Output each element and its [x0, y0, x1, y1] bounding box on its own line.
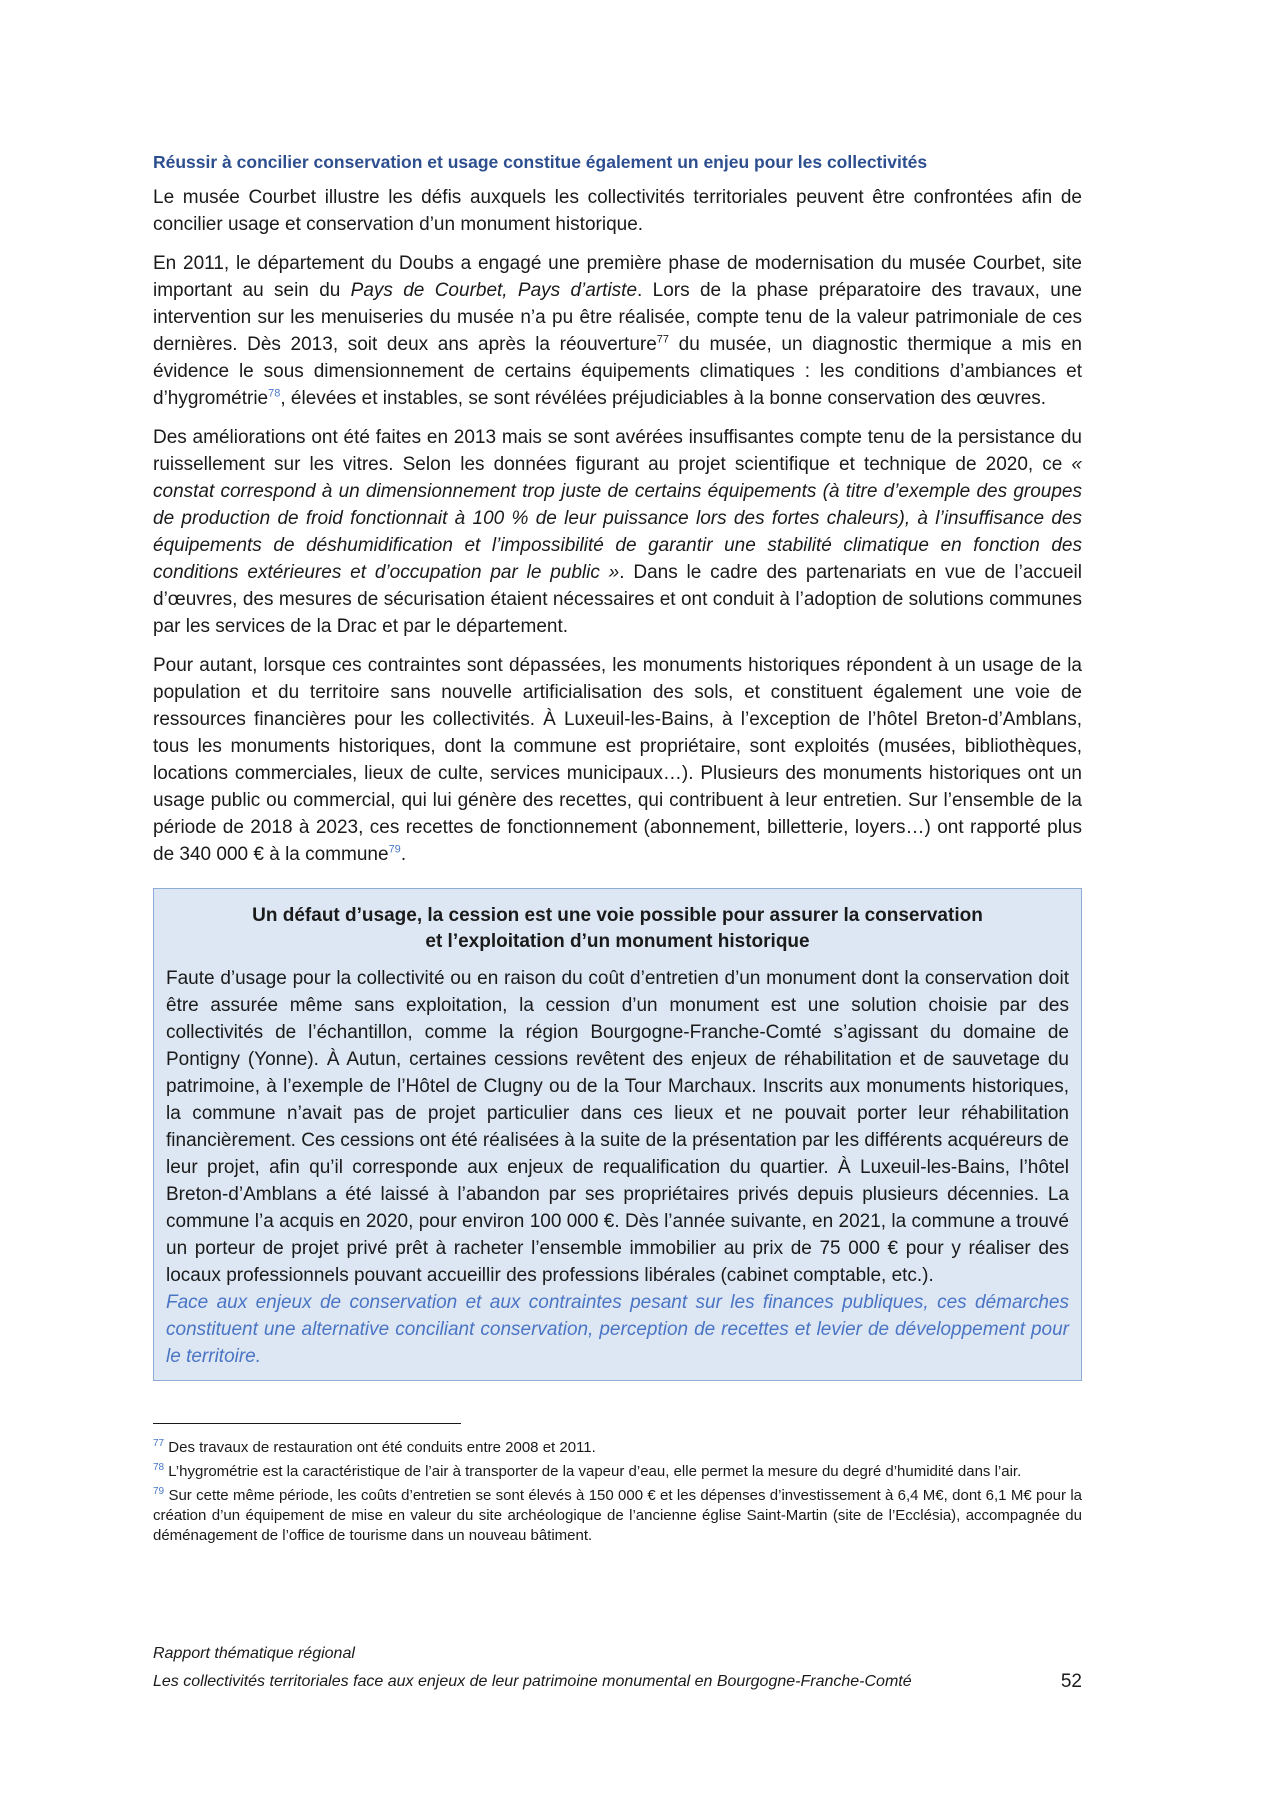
footnote-text: Sur cette même période, les coûts d’entretien se sont élevés à 150 000 € et les dépenses d’investissement à 6,4 M€, dont 6,1 M€ pour la création d’un équipement de mise en valeur du site archéologique de l’ancienne église Saint-Martin (site de l’Ecclésia), accompagnée du déménagement de l’office de tourisme dans un nouveau bâtiment.: [153, 1487, 1082, 1544]
highlight-box: [153, 888, 1082, 1381]
paragraph-3-text-a: Des améliorations ont été faites en 2013 mais se sont avérées insuffisantes compte tenu de la persistance du ruissellement sur les vitres. Selon les données figurant au projet scientifique et technique de 2020, ce: [153, 427, 1082, 475]
section-heading: Réussir à concilier conservation et usage constitue également un enjeu pour les collectivités: [153, 152, 928, 172]
document-page: [153, 150, 1082, 1550]
box-conclusion: Face aux enjeux de conservation et aux contraintes pesant sur les finances publiques, ces démarches constituent une alternative conciliant conservation, perception de recettes et levier de développement pour le territoire.: [166, 1292, 1069, 1367]
footnote-ref-77[interactable]: 77: [656, 333, 670, 346]
paragraph-3-quote: « constat correspond à un dimensionnement trop juste de certains équipements (à titre d’exemple des groupes de production de froid fonctionnait à 100 % de leur puissance lors des fortes chaleurs), à l’insuffisance des équipements de déshumidification et l’impossibilité de garantir une stabilité climatique en fonction des conditions extérieures et d’occupation par le public »: [153, 454, 1082, 583]
footnote-ref-79[interactable]: 79: [388, 843, 401, 856]
footnote-separator: [153, 1423, 461, 1424]
footnote-number: 78: [153, 1462, 165, 1473]
box-title-line-1: Un défaut d’usage, la cession est une voie possible pour assurer la conservation: [252, 905, 983, 926]
footnote-77: [153, 1438, 1082, 1458]
footnotes: [153, 1438, 1082, 1546]
footnote-78: [153, 1462, 1082, 1482]
paragraph-4-text-a: Pour autant, lorsque ces contraintes sont dépassées, les monuments historiques répondent à un usage de la population et du territoire sans nouvelle artificialisation des sols, et constituent également une voie de ressources financières pour les collectivités. À Luxeuil-les-Bains, à l’exception de l’hôtel Breton-d’Amblans, tous les monuments historiques, dont la commune est propriétaire, sont exploités (musées, bibliothèques, locations commerciales, lieux de culte, services municipaux…). Plusieurs des monuments historiques ont un usage public ou commercial, qui lui génère des recettes, qui contribuent à leur entretien. Sur l’ensemble de la période de 2018 à 2023, ces recettes de fonctionnement (abonnement, billetterie, loyers…) ont rapporté plus de 340 000 € à la commune: [153, 655, 1082, 865]
paragraph-3-text-b: . Dans le cadre des partenariats en vue de l’accueil d’œuvres, des mesures de sécurisation étaient nécessaires et ont conduit à l’adoption de solutions communes par les services de la Drac et par le département.: [153, 562, 1082, 637]
box-title: [166, 903, 1069, 955]
footnote-number: 77: [153, 1438, 165, 1449]
footer-report-type: Rapport thématique régional: [153, 1645, 355, 1662]
paragraph-2-text-d: , élevées et instables, se sont révélées préjudiciables à la bonne conservation des œuvres.: [280, 388, 1047, 409]
paragraph-2-text-c: du musée, un diagnostic thermique a mis en évidence le sous dimensionnement de certains équipements climatiques : les conditions d’ambiances et d’hygrométrie: [153, 334, 1082, 409]
paragraph-2: [153, 250, 1082, 412]
footnote-text: Des travaux de restauration ont été conduits entre 2008 et 2011.: [168, 1439, 596, 1456]
footer-report-title: Les collectivités territoriales face aux enjeux de leur patrimoine monumental en Bourgogne-Franche-Comté: [153, 1673, 912, 1690]
paragraph-3: [153, 424, 1082, 640]
paragraph-2-italic: Pays de Courbet, Pays d’artiste: [350, 280, 638, 301]
footnote-number: 79: [153, 1486, 165, 1497]
paragraph-1: Le musée Courbet illustre les défis auxquels les collectivités territoriales peuvent être confrontées afin de concilier usage et conservation d’un monument historique.: [153, 187, 1082, 235]
box-title-line-2: et l’exploitation d’un monument historique: [425, 931, 810, 952]
paragraph-2-text-a: En 2011, le département du Doubs a engagé une première phase de modernisation du musée Courbet, site important au sein du: [153, 253, 1082, 301]
page-number: 52: [1060, 1671, 1082, 1692]
paragraph-4: [153, 652, 1082, 868]
footnote-79: [153, 1486, 1082, 1546]
footnote-text: L’hygrométrie est la caractéristique de l’air à transporter de la vapeur d’eau, elle permet la mesure du degré d’humidité dans l’air.: [168, 1463, 1022, 1480]
page-footer: [153, 1640, 1082, 1696]
footnote-ref-78[interactable]: 78: [268, 387, 281, 400]
box-text: Faute d’usage pour la collectivité ou en raison du coût d’entretien d’un monument dont la conservation doit être assurée même sans exploitation, la cession d’un monument est une solution choisie par des collectivités de l’échantillon, comme la région Bourgogne-Franche-Comté s’agissant du domaine de Pontigny (Yonne). À Autun, certaines cessions revêtent des enjeux de réhabilitation et de sauvetage du patrimoine, à l’exemple de l’Hôtel de Clugny ou de la Tour Marchaux. Inscrits aux monuments historiques, la commune n’avait pas de projet particulier dans ces lieux et ne pouvait porter leur réhabilitation financièrement. Ces cessions ont été réalisées à la suite de la présentation par les différents acquéreurs de leur projet, afin qu’il corresponde aux enjeux de requalification du quartier. À Luxeuil-les-Bains, l’hôtel Breton-d’Amblans a été laissé à l’abandon par ses propriétaires privés depuis plusieurs décennies. La commune l’a acquis en 2020, pour environ 100 000 €. Dès l’année suivante, en 2021, la commune a trouvé un porteur de projet privé prêt à racheter l’ensemble immobilier au prix de 75 000 € pour y réaliser des locaux professionnels pouvant accueillir des professions libérales (cabinet comptable, etc.).: [166, 968, 1069, 1286]
paragraph-2-text-b: . Lors de la phase préparatoire des travaux, une intervention sur les menuiseries du musée n’a pu être réalisée, compte tenu de la valeur patrimoniale de ces dernières. Dès 2013, soit deux ans après la réouverture: [153, 280, 1082, 355]
paragraph-4-text-b: .: [400, 844, 407, 865]
